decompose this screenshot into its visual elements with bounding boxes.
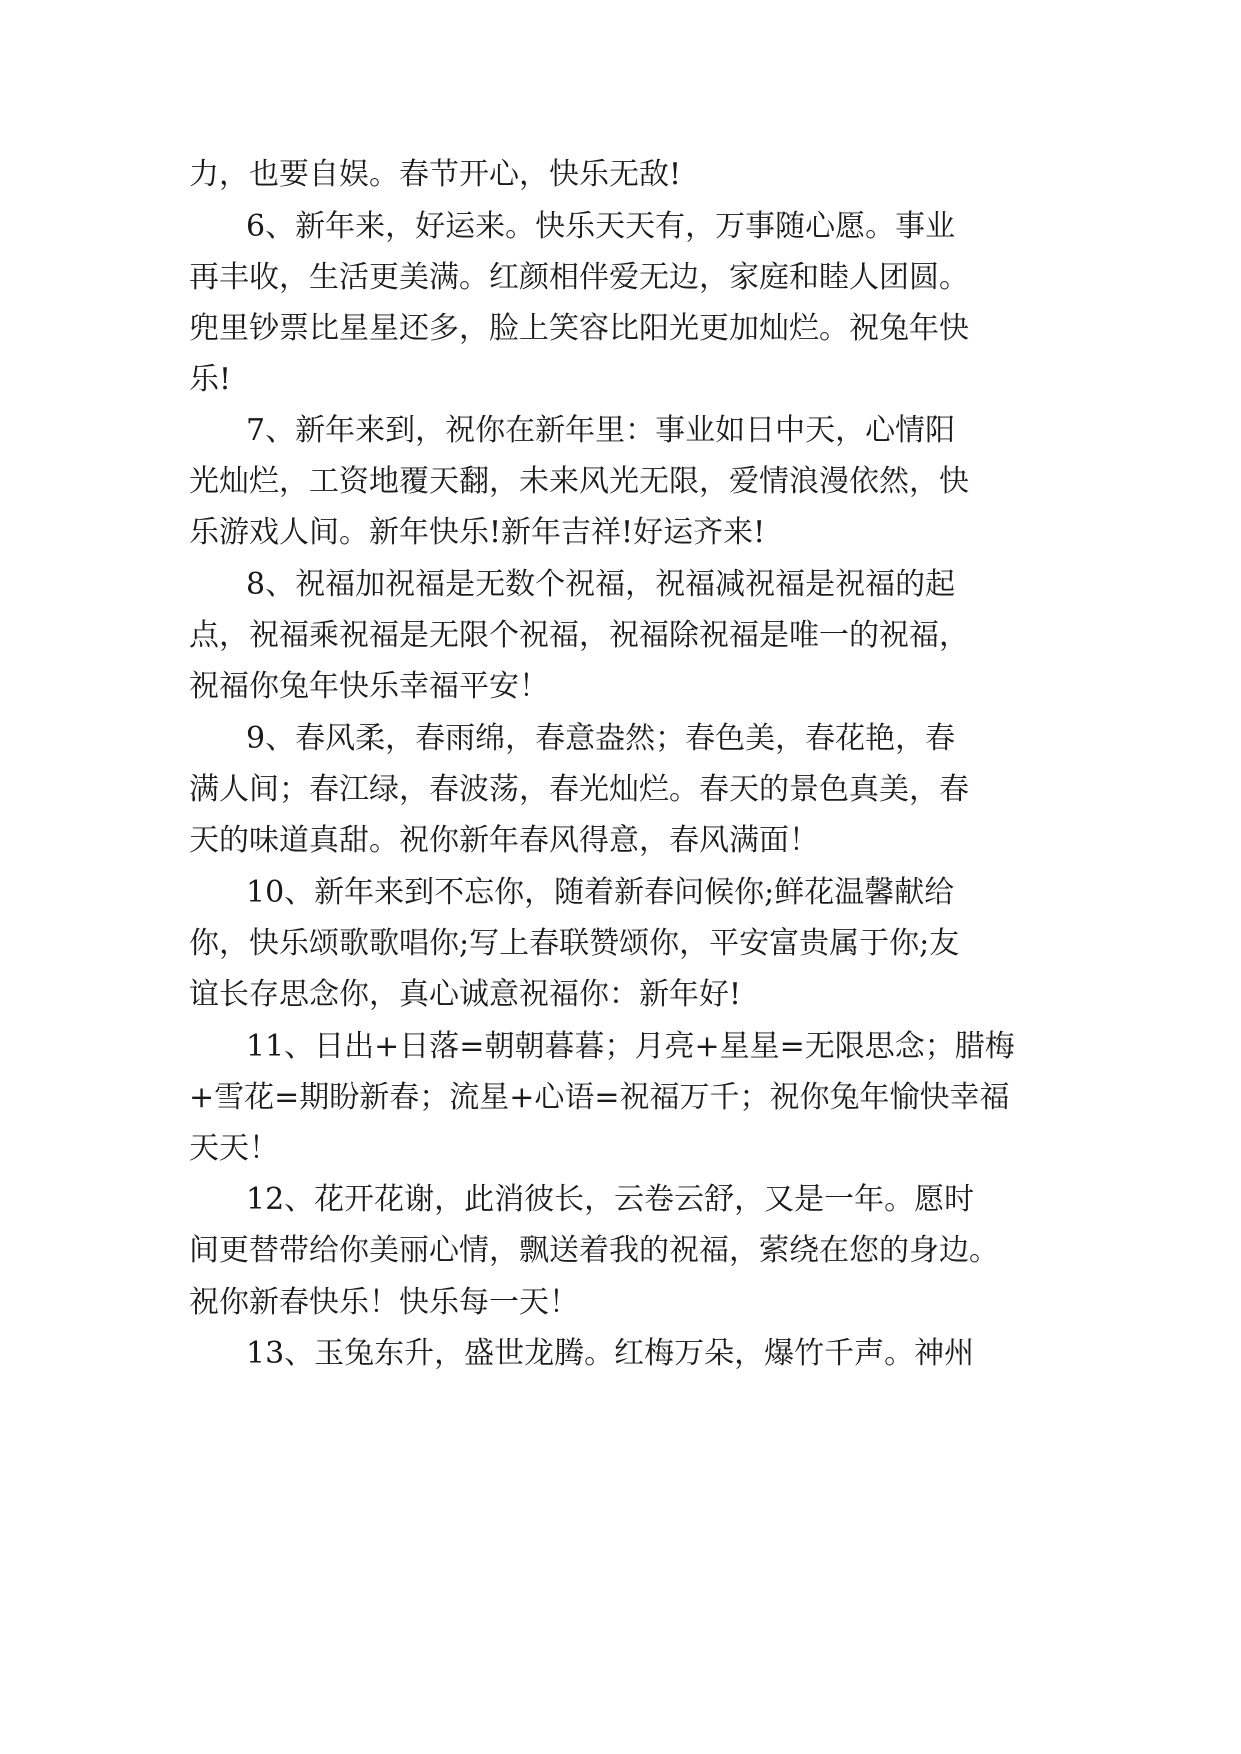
text-line: 7、新年来到，祝你在新年里：事业如日中天，心情阳 [246, 413, 956, 448]
text-line: 6、新年来，好运来。快乐天天有，万事随心愿。事业 [246, 209, 956, 244]
text-line: 点，祝福乘祝福是无限个祝福，祝福除祝福是唯一的祝福， [189, 618, 969, 653]
text-line: 满人间；春江绿，春波荡，春光灿烂。春天的景色真美，春 [189, 772, 969, 807]
text-line: 9、春风柔，春雨绵，春意盎然；春色美，春花艳，春 [246, 721, 956, 756]
text-line: 力，也要自娱。春节开心，快乐无敌! [189, 157, 682, 192]
text-line: 再丰收，生活更美满。红颜相伴爱无边，家庭和睦人团圆。 [189, 260, 969, 295]
text-line: 兜里钞票比星星还多，脸上笑容比阳光更加灿烂。祝兔年快 [189, 311, 969, 346]
text-line: 祝福你兔年快乐幸福平安！ [189, 669, 549, 704]
text-line: 10、新年来到不忘你，随着新春问候你;鲜花温馨献给 [246, 875, 955, 910]
text-line: 13、玉兔东升，盛世龙腾。红梅万朵，爆竹千声。神州 [246, 1336, 975, 1371]
text-line: +雪花=期盼新春；流星+心语=祝福万千；祝你兔年愉快幸福 [189, 1080, 1010, 1115]
text-line: 8、祝福加祝福是无数个祝福，祝福减祝福是祝福的起 [246, 567, 956, 602]
text-line: 乐游戏人间。新年快乐!新年吉祥!好运齐来! [189, 515, 766, 550]
text-line: 天天！ [189, 1131, 279, 1166]
text-line: 乐! [189, 362, 232, 397]
text-line: 12、花开花谢，此消彼长，云卷云舒，又是一年。愿时 [246, 1182, 975, 1217]
text-line: 天的味道真甜。祝你新年春风得意，春风满面！ [189, 823, 819, 858]
text-line: 11、日出+日落=朝朝暮暮；月亮+星星=无限思念；腊梅 [246, 1029, 1015, 1064]
text-line: 间更替带给你美丽心情，飘送着我的祝福，萦绕在您的身边。 [189, 1233, 999, 1268]
text-line: 祝你新春快乐！快乐每一天！ [189, 1285, 579, 1320]
text-line: 光灿烂，工资地覆天翻，未来风光无限，爱情浪漫依然，快 [189, 464, 969, 499]
text-line: 你，快乐颂歌歌唱你;写上春联赞颂你，平安富贵属于你;友 [189, 926, 960, 961]
text-line: 谊长存思念你，真心诚意祝福你：新年好! [189, 977, 742, 1012]
